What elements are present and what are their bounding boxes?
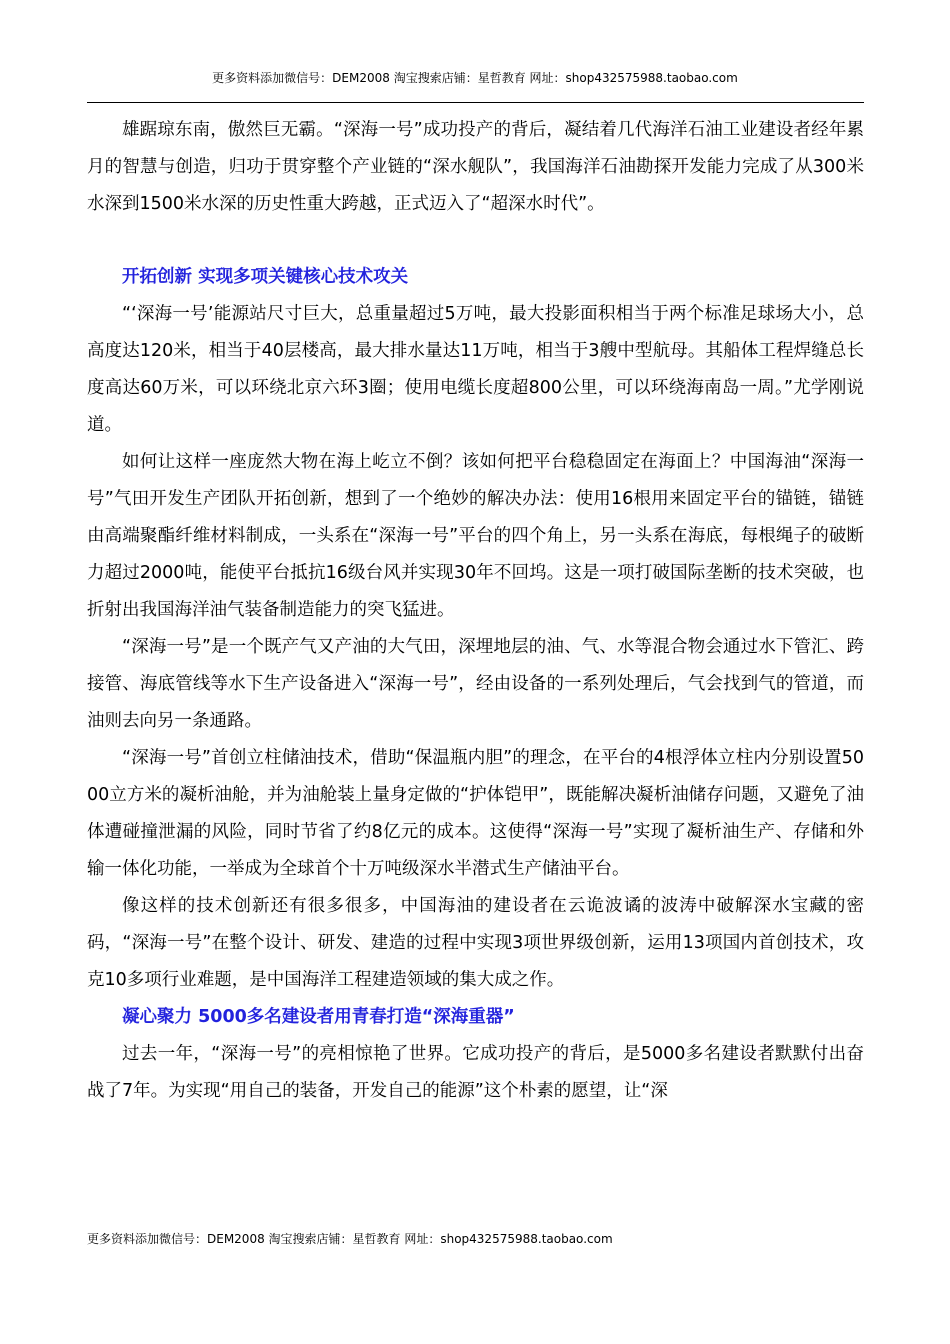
section-1-paragraph-1: “‘深海一号’能源站尺寸巨大，总重量超过5万吨，最大投影面积相当于两个标准足球场大小，总高度达120米，相当于40层楼高，最大排水量达11万吨，相当于3艘中型航母。其船体工程焊缝总长度高达60万米，可以环绕北京六环3圈；使用电缆长度超800公里，可以环绕海南岛一周。”尤学刚说道。 xyxy=(87,304,864,435)
section-1-paragraph-5: 像这样的技术创新还有很多很多，中国海油的建设者在云诡波谲的波涛中破解深水宝藏的密码，“深海一号”在整个设计、研发、建造的过程中实现3项世界级创新，运用13项国内首创技术，攻克10多项行业难题，是中国海洋工程建造领域的集大成之作。 xyxy=(87,896,864,990)
page-header-text: 更多资料添加微信号：DEM2008 淘宝搜索店铺：星哲教育 网址：shop432575988.taobao.com xyxy=(212,71,738,85)
section-1-paragraph-3: “深海一号”是一个既产气又产油的大气田，深埋地层的油、气、水等混合物会通过水下管汇、跨接管、海底管线等水下生产设备进入“深海一号”，经由设备的一系列处理后，气会找到气的管道，而油则去向另一条通路。 xyxy=(87,637,864,731)
section-2-paragraph-1: 过去一年，“深海一号”的亮相惊艳了世界。它成功投产的背后，是5000多名建设者默默付出奋战了7年。为实现“用自己的装备，开发自己的能源”这个朴素的愿望，让“深 xyxy=(87,1044,864,1101)
section-1-paragraph-2: 如何让这样一座庞然大物在海上屹立不倒？该如何把平台稳稳固定在海面上？中国海油“深海一号”气田开发生产团队开拓创新，想到了一个绝妙的解决办法：使用16根用来固定平台的锚链，锚链由高端聚酯纤维材料制成，一头系在“深海一号”平台的四个角上，另一头系在海底，每根绳子的破断力超过2000吨，能使平台抵抗16级台风并实现30年不回坞。这是一项打破国际垄断的技术突破，也折射出我国海洋油气装备制造能力的突飞猛进。 xyxy=(87,452,864,620)
article-body xyxy=(87,112,864,1110)
section-1-paragraph-4: “深海一号”首创立柱储油技术，借助“保温瓶内胆”的理念，在平台的4根浮体立柱内分别设置5000立方米的凝析油舱，并为油舱装上量身定做的“护体铠甲”，既能解决凝析油储存问题，又避免了油体遭碰撞泄漏的风险，同时节省了约8亿元的成本。这使得“深海一号”实现了凝析油生产、存储和外输一体化功能，一举成为全球首个十万吨级深水半潜式生产储油平台。 xyxy=(87,748,864,879)
page-footer-text: 更多资料添加微信号：DEM2008 淘宝搜索店铺：星哲教育 网址：shop432575988.taobao.com xyxy=(87,1232,613,1246)
intro-paragraph: 雄踞琼东南，傲然巨无霸。“深海一号”成功投产的背后，凝结着几代海洋石油工业建设者经年累月的智慧与创造，归功于贯穿整个产业链的“深水舰队”，我国海洋石油勘探开发能力完成了从300米水深到1500米水深的历史性重大跨越，正式迈入了“超深水时代”。 xyxy=(87,120,864,214)
header-divider xyxy=(87,102,864,103)
section-2 xyxy=(87,999,864,1110)
section-1 xyxy=(87,259,864,999)
section-2-heading: 凝心聚力 5000多名建设者用青春打造“深海重器” xyxy=(122,1007,515,1027)
section-1-heading: 开拓创新 实现多项关键核心技术攻关 xyxy=(122,267,409,287)
